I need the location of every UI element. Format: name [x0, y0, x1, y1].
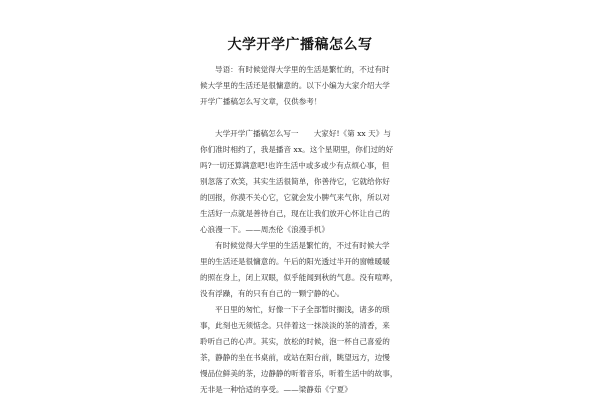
text-line: 心浪漫一下。——周杰伦《浪漫手机》	[200, 225, 330, 234]
text-line: 吗?一切还算满意吧!也许生活中或多或少有点烦心事，但	[200, 161, 390, 170]
text-line: 生活好一点就是善待自己，现在让我们放开心怀让自己的	[200, 209, 390, 218]
paragraph-1	[200, 126, 400, 238]
text-line: 慢品位鲜美的茶，边静静的听着音乐，听着生活中的故事，	[200, 369, 398, 378]
article-body	[200, 62, 400, 398]
text-line: 候大学里的生活还是很慵意的。以下小编为大家介绍大学	[200, 81, 390, 90]
text-line: 你们准时相约了，我是播音 xx。这个星期里，你们过的好	[200, 145, 394, 154]
text-line: 大学开学广播稿怎么写一 大家好!《第 xx 天》与	[215, 129, 391, 138]
text-line: 开学广播稿怎么写文章，仅供参考！	[200, 97, 322, 106]
text-line: 茶，静静的坐在书桌前，或站在阳台前，眺望远方，边慢	[200, 353, 390, 362]
text-line: 事，此刻也无须惦念。只伴着这一抹淡淡的茶的清香，来	[200, 321, 390, 330]
intro-paragraph	[200, 62, 400, 110]
page-title: 大学开学广播稿怎么写	[227, 37, 373, 53]
text-line: 别忽落了欢笑，其实生活很简单，你善待它，它就给你好	[200, 177, 390, 186]
text-line: 的回报，你漠不关心它，它就会发小脾气来气你，所以对	[200, 193, 390, 202]
paragraph-3	[200, 302, 400, 398]
text-line: 的照在身上，闭上双眼，似乎能闻到秋的气息。没有喧哗，	[200, 273, 398, 282]
text-line: 无非是一种恰适的享受。——梁静茹《宁夏》	[200, 385, 352, 394]
text-line: 没有浮躁，有的只有自己的一颗宁静的心。	[200, 289, 345, 298]
text-line: 平日里的匆忙，好像一下子全部暂时搁浅，诸多的琐	[215, 305, 390, 314]
paragraph-2	[200, 238, 400, 302]
text-line: 有时候觉得大学里的生活是繁忙的，不过有时候大学	[215, 241, 390, 250]
text-line: 里的生活还是很慵意的。午后的阳光透过半开的窗帷暖暖	[200, 257, 390, 266]
text-line: 聆听自己的心声。其实，放松的时候，泡一杯自己喜爱的	[200, 337, 390, 346]
text-line: 导语：有时候觉得大学里的生活是繁忙的，不过有时	[215, 65, 390, 74]
paragraph-gap	[200, 110, 400, 126]
